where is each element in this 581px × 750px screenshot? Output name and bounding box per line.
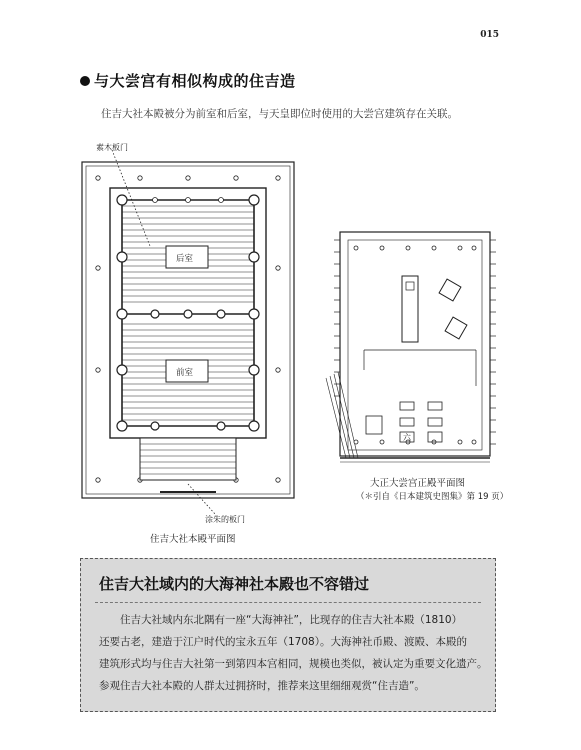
label-plain-wood-door: 素木板门	[96, 143, 128, 152]
glyph-six: 六	[403, 433, 411, 442]
note-line: 参观住吉大社本殿的人群太过拥挤时，推荐来这里细细观赏“住吉造”。	[99, 680, 425, 692]
right-figure-source: （＊引自《日本建筑史图集》第 19 页）	[356, 492, 509, 502]
left-figure-caption: 住吉大社本殿平面图	[150, 534, 236, 545]
intro-paragraph: 住吉大社本殿被分为前室和后室，与天皇即位时使用的大尝宫建筑存在关联。	[101, 108, 458, 120]
label-vermilion-door: 涂朱的板门	[205, 515, 245, 524]
label-rear-room: 后室	[176, 254, 194, 264]
label-front-room: 前室	[176, 368, 194, 378]
note-divider	[95, 602, 481, 603]
section-title-text: 与大尝宫有相似构成的住吉造	[94, 72, 296, 90]
note-box	[80, 558, 496, 712]
right-figure-caption: 大正大尝宫正殿平面图	[370, 478, 466, 489]
note-body	[99, 609, 488, 697]
page-number: 015	[480, 30, 499, 40]
note-line: 还要古老，建造于江户时代的宝永五年（1708）。大海神社币殿、渡殿、本殿的	[99, 636, 467, 648]
note-line: 建筑形式均与住吉大社第一到第四本宫相同，规模也类似，被认定为重要文化遗产。	[99, 658, 488, 670]
note-line: 住吉大社域内东北隅有一座“大海神社”，比现存的住吉大社本殿（1810）	[120, 614, 463, 626]
note-title: 住吉大社域内的大海神社本殿也不容错过	[99, 575, 370, 593]
